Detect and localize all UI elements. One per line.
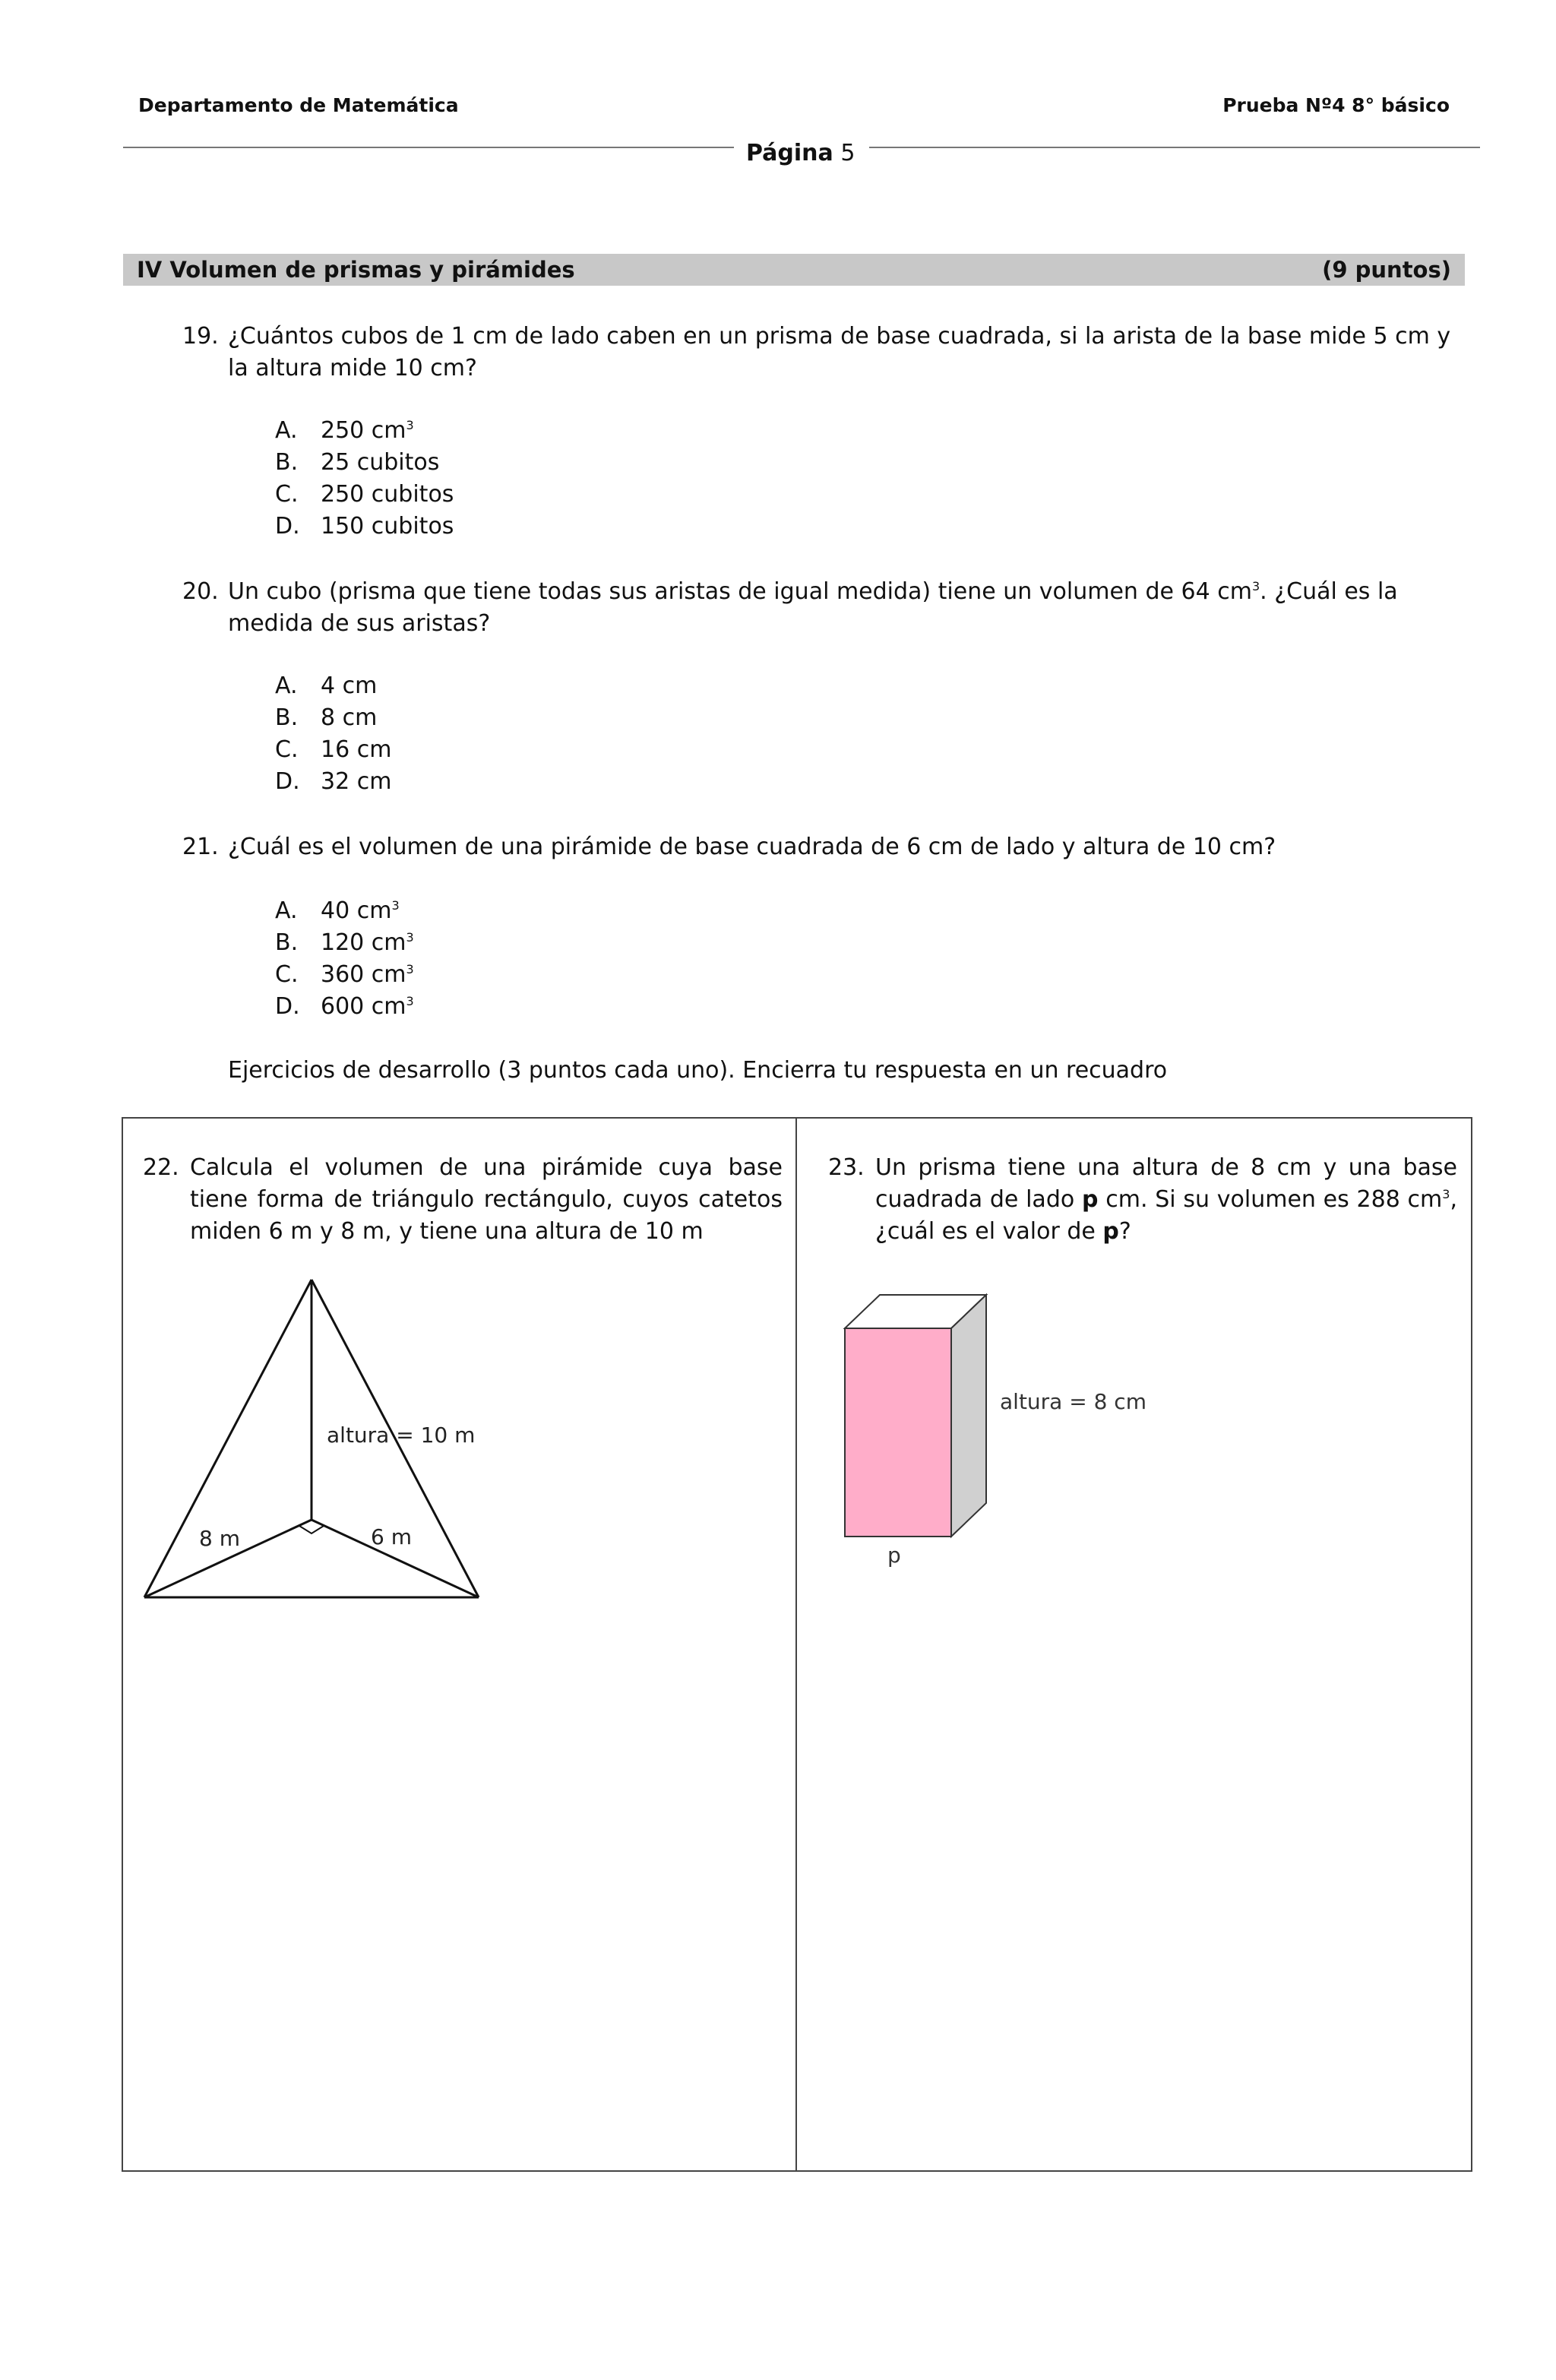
right-angle-mark <box>299 1526 324 1533</box>
exercise-text: Un prisma tiene una altura de 8 cm y una base cuadrada de lado p cm. Si su volumen es 288 $cm^3$, ¿cuál es el valor de p? <box>875 1154 1458 1245</box>
option: A. 250 $cm^3$ <box>275 417 414 444</box>
option: B. 8 cm <box>275 704 378 731</box>
options-19 <box>275 415 579 543</box>
height-label: altura = 10 m <box>327 1423 476 1448</box>
option: C. 360 $cm^3$ <box>275 961 414 988</box>
option: D. 600 $cm^3$ <box>275 993 414 1020</box>
option: A. 40 $cm^3$ <box>275 897 400 924</box>
prism-side-label: p <box>887 1543 901 1568</box>
option: B. 25 cubitos <box>275 449 440 476</box>
prism-figure <box>836 1284 1155 1573</box>
header-rule-right <box>869 147 1480 148</box>
prism-front-face <box>845 1328 951 1537</box>
option: A. 4 cm <box>275 673 378 699</box>
question-text: ¿Cuál es el volumen de una pirámide de base cuadrada de 6 cm de lado y altura de 10 cm? <box>228 834 1276 860</box>
question-text: Un cubo (prisma que tiene todas sus aristas de igual medida) tiene un volumen de 64 $cm^3$. ¿Cuál es la medida de sus aristas? <box>228 578 1398 637</box>
exercise-text: Calcula el volumen de una pirámide cuya base tiene forma de triángulo rectángulo, cuyos catetos miden 6 m y 8 m, y tiene una altura de 10 m <box>190 1154 783 1245</box>
option: D. 32 cm <box>275 768 392 795</box>
option: C. 16 cm <box>275 736 392 763</box>
option: B. 120 $cm^3$ <box>275 929 414 956</box>
question-text: ¿Cuántos cubos de 1 cm de lado caben en un prisma de base cuadrada, si la arista de la base mide 5 cm y la altura mide 10 cm? <box>228 323 1451 381</box>
department-label: Departamento de Matemática <box>138 94 459 116</box>
exercises-intro: Ejercicios de desarrollo (3 puntos cada uno). Encierra tu respuesta en un recuadro <box>228 1057 1168 1084</box>
page-number: Página 5 <box>746 140 855 166</box>
prism-height-label: altura = 8 cm <box>1000 1389 1146 1414</box>
test-label: Prueba Nº4 8° básico <box>1222 94 1450 116</box>
section-header <box>123 254 1465 286</box>
prism-side-face <box>951 1295 986 1537</box>
option: D. 150 cubitos <box>275 513 454 540</box>
header-rule-left <box>123 147 734 148</box>
exercise-divider <box>795 1117 797 2172</box>
question-21: 21. ¿Cuál es el volumen de una pirámide de base cuadrada de 6 cm de lado y altura de 10 cm? <box>182 831 1451 866</box>
right-leg-label: 6 m <box>371 1524 412 1549</box>
pyramid-figure <box>137 1269 486 1611</box>
exercise-22: 22. Calcula el volumen de una pirámide cuya base tiene forma de triángulo rectángulo, cuyos catetos miden 6 m y 8 m, y tiene una altura de 10 m <box>143 1152 783 1248</box>
exercise-23: 23. Un prisma tiene una altura de 8 cm y una base cuadrada de lado p cm. Si su volumen es 288 $cm^3$, ¿cuál es el valor de p? <box>828 1152 1457 1248</box>
question-19: 19. ¿Cuántos cubos de 1 cm de lado caben en un prisma de base cuadrada, si la arista de la base mide 5 cm y la altura mide 10 cm? <box>182 321 1451 389</box>
question-20: 20. Un cubo (prisma que tiene todas sus aristas de igual medida) tiene un volumen de 64 $cm^3$. ¿Cuál es la medida de sus aristas? <box>182 576 1451 644</box>
section-title: IV Volumen de prismas y pirámides <box>137 257 575 283</box>
option: C. 250 cubitos <box>275 481 454 508</box>
options-20 <box>275 670 579 798</box>
options-21 <box>275 895 579 1023</box>
left-leg-label: 8 m <box>199 1526 240 1551</box>
section-points: (9 puntos) <box>1322 257 1451 283</box>
